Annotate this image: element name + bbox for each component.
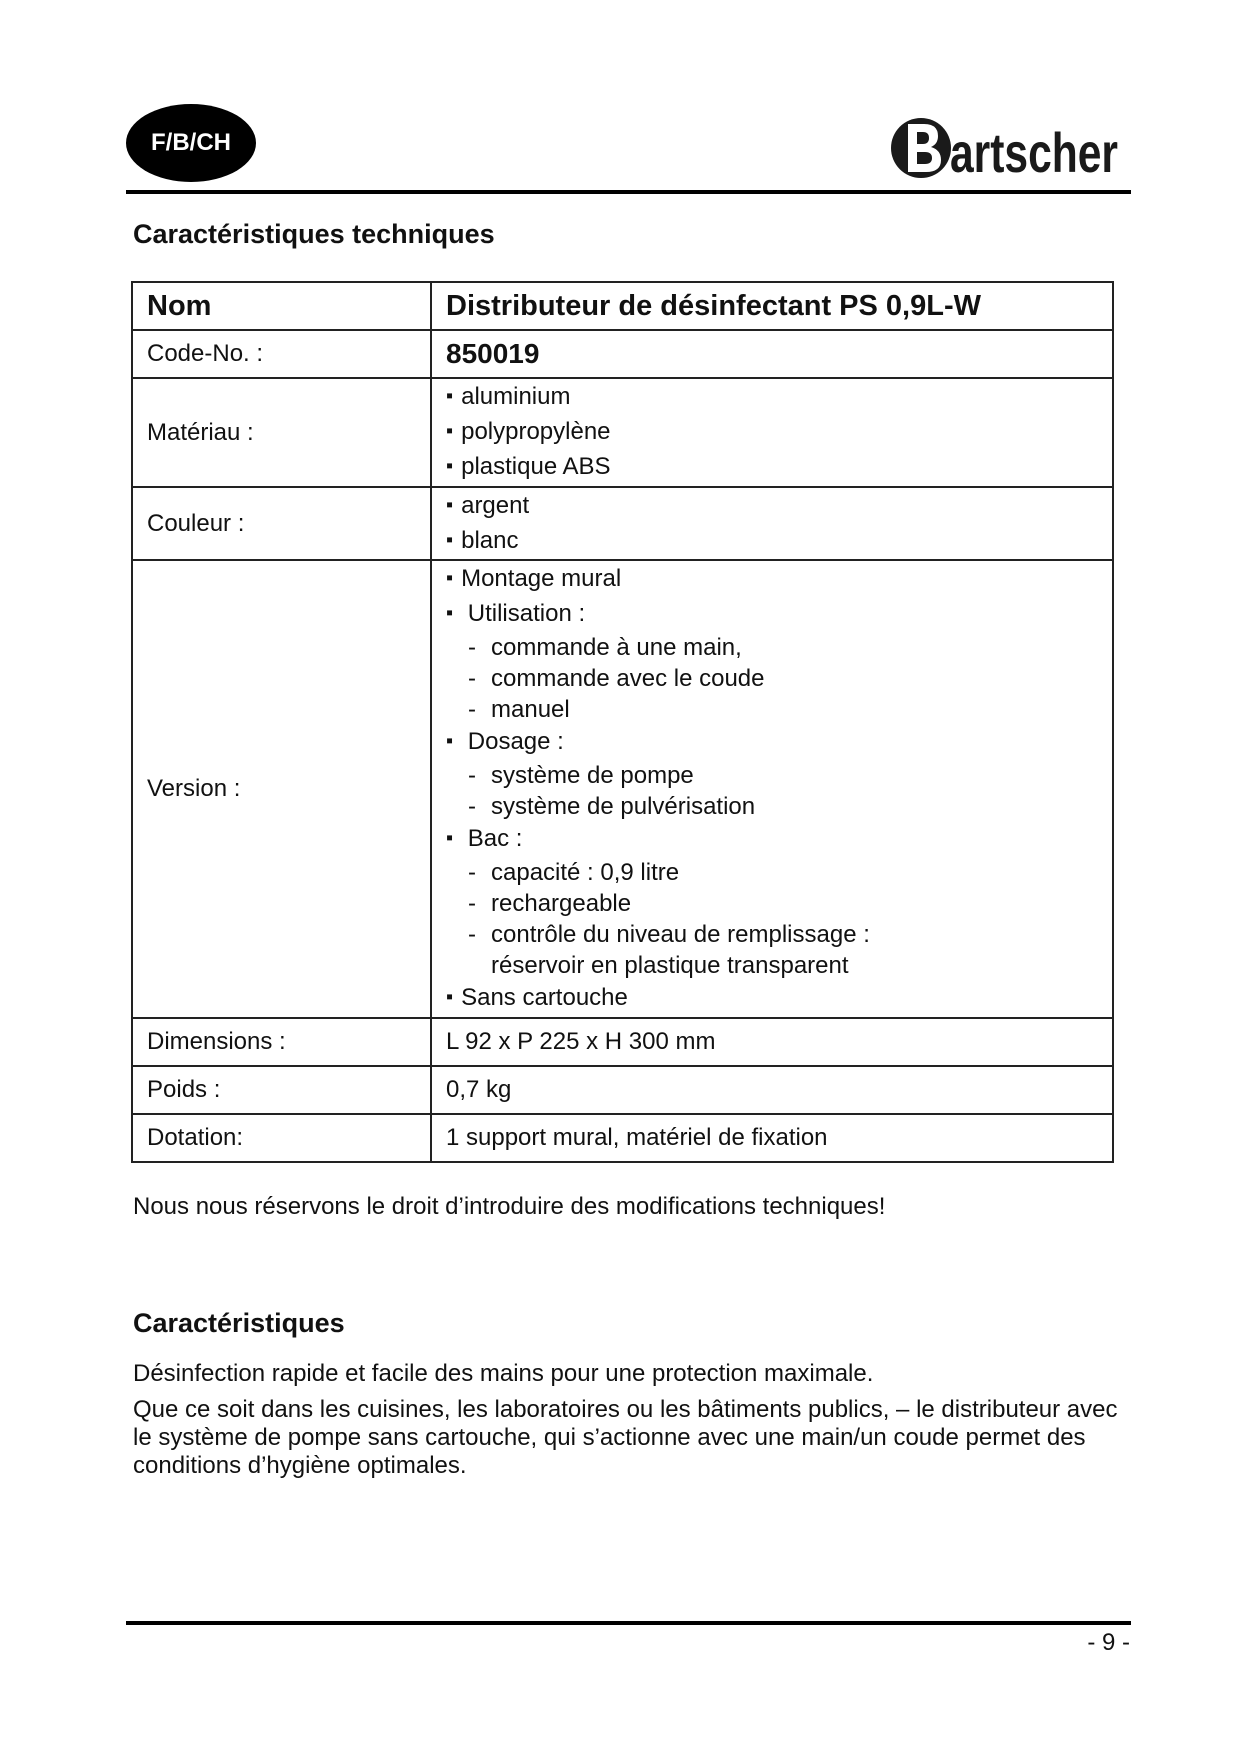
name-value: Distributeur de désinfectant PS 0,9L-W [431, 282, 1113, 330]
material-item: ▪ polypropylène [446, 415, 1112, 450]
color-item: ▪ argent [446, 489, 1112, 524]
technical-changes-note: Nous nous réservons le droit d’introduire des modifications techniques! [133, 1193, 886, 1220]
table-row-version [132, 560, 1113, 1018]
features-paragraph-1: Désinfection rapide et facile des mains pour une protection maximale. [133, 1360, 874, 1387]
dimensions-value: L 92 x P 225 x H 300 mm [431, 1018, 1113, 1066]
version-mount: ▪ Montage mural [446, 562, 1112, 597]
weight-value: 0,7 kg [431, 1066, 1113, 1114]
table-row-code [132, 330, 1113, 378]
dosage-item: - système de pompe [468, 760, 1112, 791]
version-dosage [446, 725, 1112, 822]
usage-item: - commande avec le coude [468, 663, 1112, 694]
tank-item: - rechargeable [468, 888, 1112, 919]
version-cartridge: ▪ Sans cartouche [446, 981, 1112, 1016]
region-badge: F/B/CH [126, 104, 256, 182]
code-label: Code-No. : [132, 330, 431, 378]
material-item: ▪ aluminium [446, 380, 1112, 415]
color-label: Couleur : [132, 487, 431, 560]
supply-value: 1 support mural, matériel de fixation [431, 1114, 1113, 1162]
spec-table [131, 281, 1114, 1163]
usage-item: - commande à une main, [468, 632, 1112, 663]
version-label: Version : [132, 560, 431, 1018]
tank-item: - capacité : 0,9 litre [468, 857, 1112, 888]
table-row-color [132, 487, 1113, 560]
material-value [431, 378, 1113, 487]
logo-brand-text: artscher [950, 121, 1118, 184]
dimensions-label: Dimensions : [132, 1018, 431, 1066]
version-usage [446, 597, 1112, 725]
supply-label: Dotation: [132, 1114, 431, 1162]
tank-item: - contrôle du niveau de remplissage : réservoir en plastique transparent [468, 919, 891, 981]
usage-label: Utilisation : [467, 600, 586, 627]
features-paragraph-2: Que ce soit dans les cuisines, les laboratoires ou les bâtiments publics, – le distributeur avec le système de pompe sans cartouche, qui s’actionne avec une main/un coude permet des conditions d’hygiène optimales. [133, 1396, 1118, 1479]
name-label: Nom [132, 282, 431, 330]
usage-item: - manuel [468, 694, 1112, 725]
header-rule [126, 190, 1131, 194]
table-row-weight [132, 1066, 1113, 1114]
features-section-title: Caractéristiques [133, 1308, 345, 1338]
material-label: Matériau : [132, 378, 431, 487]
table-row-dimensions [132, 1018, 1113, 1066]
code-value: 850019 [431, 330, 1113, 378]
page-number: - 9 - [1087, 1629, 1130, 1656]
dosage-label: Dosage : [467, 728, 564, 755]
bartscher-logo [890, 108, 1122, 188]
weight-label: Poids : [132, 1066, 431, 1114]
version-value [431, 560, 1113, 1018]
table-row-supply [132, 1114, 1113, 1162]
table-row-name [132, 282, 1113, 330]
material-item: ▪ plastique ABS [446, 450, 1112, 485]
color-value [431, 487, 1113, 560]
table-row-material [132, 378, 1113, 487]
spec-section-title: Caractéristiques techniques [133, 219, 495, 249]
version-tank [446, 822, 1112, 981]
tank-label: Bac : [467, 825, 523, 852]
dosage-item: - système de pulvérisation [468, 791, 1112, 822]
footer-rule [126, 1621, 1131, 1625]
color-item: ▪ blanc [446, 524, 1112, 559]
